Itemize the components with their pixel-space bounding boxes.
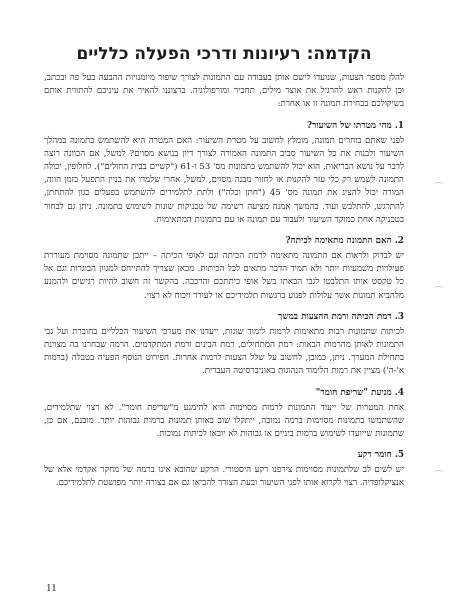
section-heading: 4. מניעת "שריפת חומר"	[315, 387, 404, 398]
intro-paragraph: להלן מספר הצעות, שנועדו לישם אותן בעבודה עם התמונות לצורך שיפור מיומנויות ההבעה בעל פה ובכתב, וכן להקנות ראש להרגיל את אוצר מילים, תחביר ומורפולוגיה. ברצוננו להאיר את עיניכם להתווית אותם בשיקולכם בבחירת תמונה זו או אחרת:	[44, 73, 404, 110]
section-material-burnout	[44, 387, 404, 442]
scan-margin-mark	[434, 182, 444, 188]
section-class-fit	[44, 235, 404, 303]
section-heading: 1. מהי מטרתו של השיעור?	[306, 120, 404, 131]
section-levels	[44, 311, 404, 379]
section-heading: 2. האם התמונה מתאימה לכיתה?	[285, 236, 404, 247]
section-body: לפני שאתם בוחרים תמונה, מומלץ לחשוב על מטרת השיעור: האם המטרה היא להשתמש בתמונה במהלך השיעור ולבנות את כל השיעור סביב התמונה האמורה לצורך דיון בנושא מסוים? למשל, אם הכוונה רוצה לדבר על נושא הבריאות, הוא יכול להשתמש בתמונות מס' 53 ו-61 ("קשיים בבית החולים"). לחלופין, יכולה התמונה לשמש רק כלי עזר להקנות או לחזור מבנה מסוים, למשל, אחרי שלמדו את בניין התפעל בזמן הווה, המורה יכול להציג את תמונה מס' 45 ("חתן וכלה") ולתת לתלמידים להשתמש בפעלים כגון להתחתן, להתרגש, להתלבש ועוד. בהמשך אמנה מציעה רשימה של טכניקות שונות לשימוש בתמונה. ניתן גם לבחור בטכניקה אחת כמוקד השיעור ולעבוד עם תמונה או עם בתמונות המתאימות.	[44, 135, 404, 225]
section-heading: 3. רמת הכיתה ורמת ההצעות במשך	[278, 311, 404, 322]
scan-margin-mark	[434, 470, 444, 476]
page-title: הקדמה: רעיונות ודרכי הפעלה כלליים	[76, 44, 372, 64]
section-body: יש לשים לב שלתמונות מסוימות צירפנו רקע היסטורי. הרקע שהובא אינו ברמה של מחקר אקדמי אלא של אנציקלופדיה. רצוי לקרוא אותו לפני השיעור ובעת הצורך להביאו גם אם בצורה יותר מפושטת לתלמידיכם.	[44, 465, 404, 489]
section-heading: 5. חומר רקע	[357, 450, 404, 461]
section-purpose	[44, 120, 404, 227]
scan-margin-mark	[434, 286, 444, 292]
page-number: 11	[46, 582, 57, 594]
section-body: לכיתות שתמונות רבות מתאימות לרמות לימוד שונות, ייעדנו את מערכי השיעור הכלליים בחוברת ועל גבי התמונות לאותן מהרמות הבאות: רמת המתחילים, רמת הבינים ורמת המתקדמים. הרמה שבחרנו בה מצוינת בתחילת המערך. ניתן, כמובן, לחשוב על שלל הצעות לרמות אחרות. הפירוט הנוסף הפעיה בטבלה (ברמות א'-ה') מציין את רמות הלימוד הנהוגות באוניברסיטה העברית.	[44, 326, 404, 377]
section-background	[44, 449, 404, 490]
section-body: יש לבדוק ולראות אם התמונה מתאימה לרמת הכיתה וגם לאופי הכיתה – ייתכן שתמונה מסוימת מעוררת פעילויות משמעיות יותר ולא תמיד הדבר מתאים לכל הכיתות. מכאן שצריך להתייחס למגוון הבוגרות וגם אל כל טקסט איתו התלבטו לגבי הבאתו בשל אופי כיתתכם והרכבה. בהקשר זה חשוב להיות רגישים ולהמנע מלהביא תמונות אשר עלולות לפגוע ברגשות תלמידיכם או לעורר ויכוח לא רצוי.	[44, 251, 404, 301]
section-body: אחת המטרות של ייעוד התמונות לרמות מסוימות היא להימנע מ"שריפת חומר". לא רצוי שתלמידים, שהשתמשו בתמונות מסוימות ברמה נמוכה, ייתקלו שוב באותן תמונות ברמות גבוהות יותר. מובנם, אם כן, שתמונות שייועדו לשימוש ברמות ביניים או גבוהות לא יובאו לכיתות נמוכות.	[44, 402, 404, 440]
